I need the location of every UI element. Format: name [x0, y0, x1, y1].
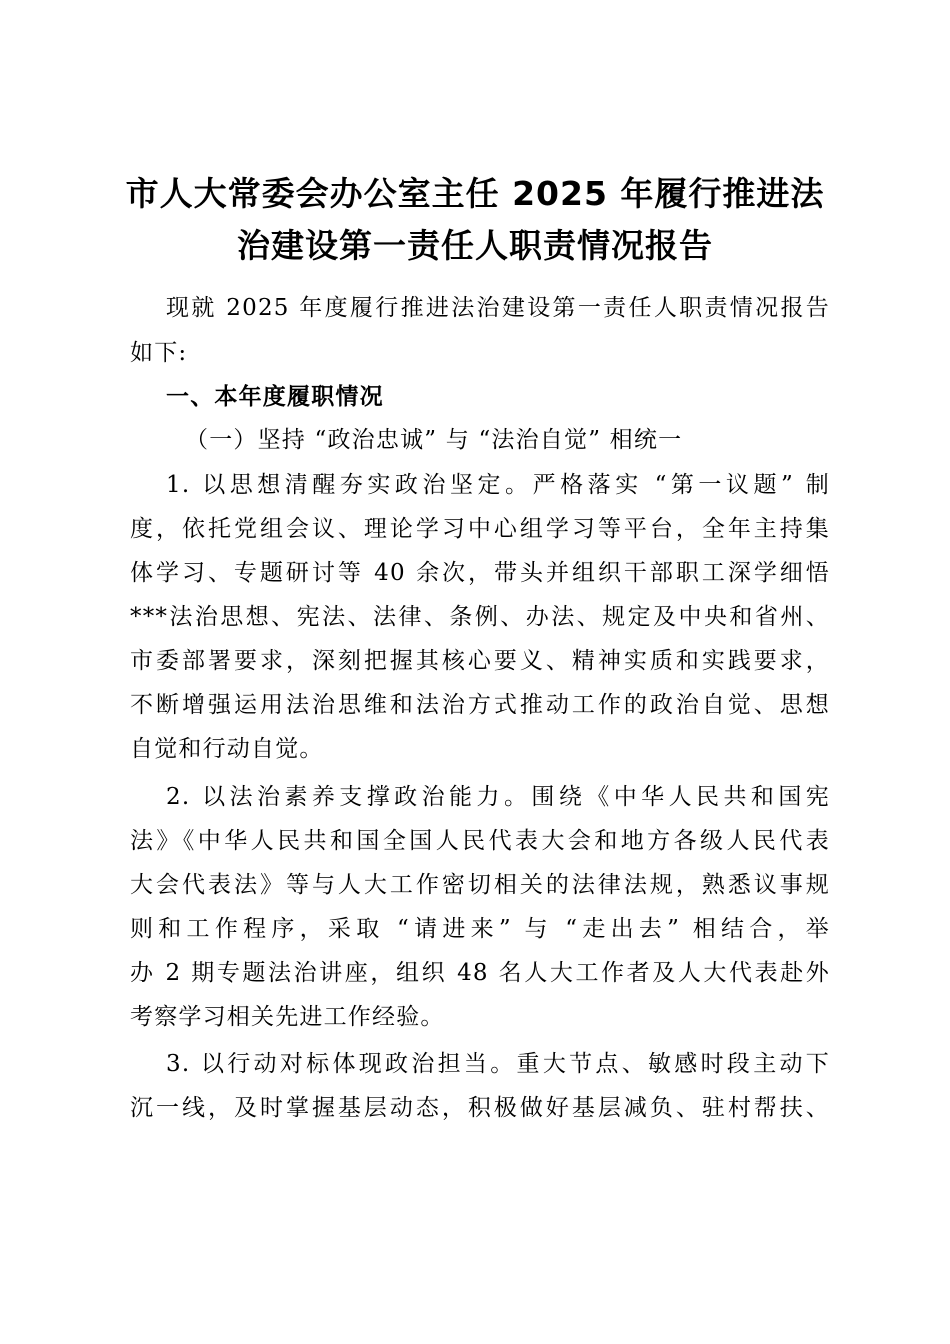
- paragraph-2-line: 2. 以法治素养支撑政治能力。围绕《中华人民共和国宪: [166, 784, 830, 810]
- paragraph-1-line: 市委部署要求，深刻把握其核心要义、精神实质和实践要求，: [130, 648, 830, 674]
- document-title: [120, 168, 830, 272]
- paragraph-3-line: 沉一线，及时掌握基层动态，积极做好基层减负、驻村帮扶、: [130, 1095, 830, 1121]
- title-line-2: 治建设第一责任人职责情况报告: [237, 226, 713, 265]
- paragraph-2-line: 办 2 期专题法治讲座，组织 48 名人大工作者及人大代表赴外: [130, 960, 830, 986]
- paragraph-2-line: 法》《中华人民共和国全国人民代表大会和地方各级人民代表: [130, 828, 830, 854]
- paragraph-1-line: 1. 以思想清醒夯实政治坚定。严格落实 “第一议题” 制: [166, 472, 830, 498]
- paragraph-1-line: ***法治思想、宪法、法律、条例、办法、规定及中央和省州、: [130, 604, 830, 630]
- intro-paragraph-line: 如下:: [130, 340, 188, 366]
- subsection-heading: （一）坚持 “政治忠诚” 与 “法治自觉” 相统一: [185, 427, 683, 453]
- paragraph-1-line: 不断增强运用法治思维和法治方式推动工作的政治自觉、思想: [130, 692, 830, 718]
- section-heading: 一、本年度履职情况: [166, 384, 384, 410]
- paragraph-1-line: 体学习、专题研讨等 40 余次，带头并组织干部职工深学细悟: [130, 560, 830, 586]
- paragraph-3-line: 3. 以行动对标体现政治担当。重大节点、敏感时段主动下: [166, 1051, 830, 1077]
- title-line-1: 市人大常委会办公室主任 2025 年履行推进法: [125, 174, 825, 213]
- paragraph-1-line: 自觉和行动自觉。: [130, 736, 324, 762]
- intro-paragraph-line: 现就 2025 年度履行推进法治建设第一责任人职责情况报告: [166, 295, 830, 321]
- paragraph-2-line: 则和工作程序，采取 “请进来” 与 “走出去” 相结合，举: [130, 916, 830, 942]
- paragraph-1-line: 度，依托党组会议、理论学习中心组学习等平台，全年主持集: [130, 516, 830, 542]
- paragraph-2-line: 大会代表法》等与人大工作密切相关的法律法规，熟悉议事规: [130, 872, 830, 898]
- paragraph-2-line: 考察学习相关先进工作经验。: [130, 1004, 445, 1030]
